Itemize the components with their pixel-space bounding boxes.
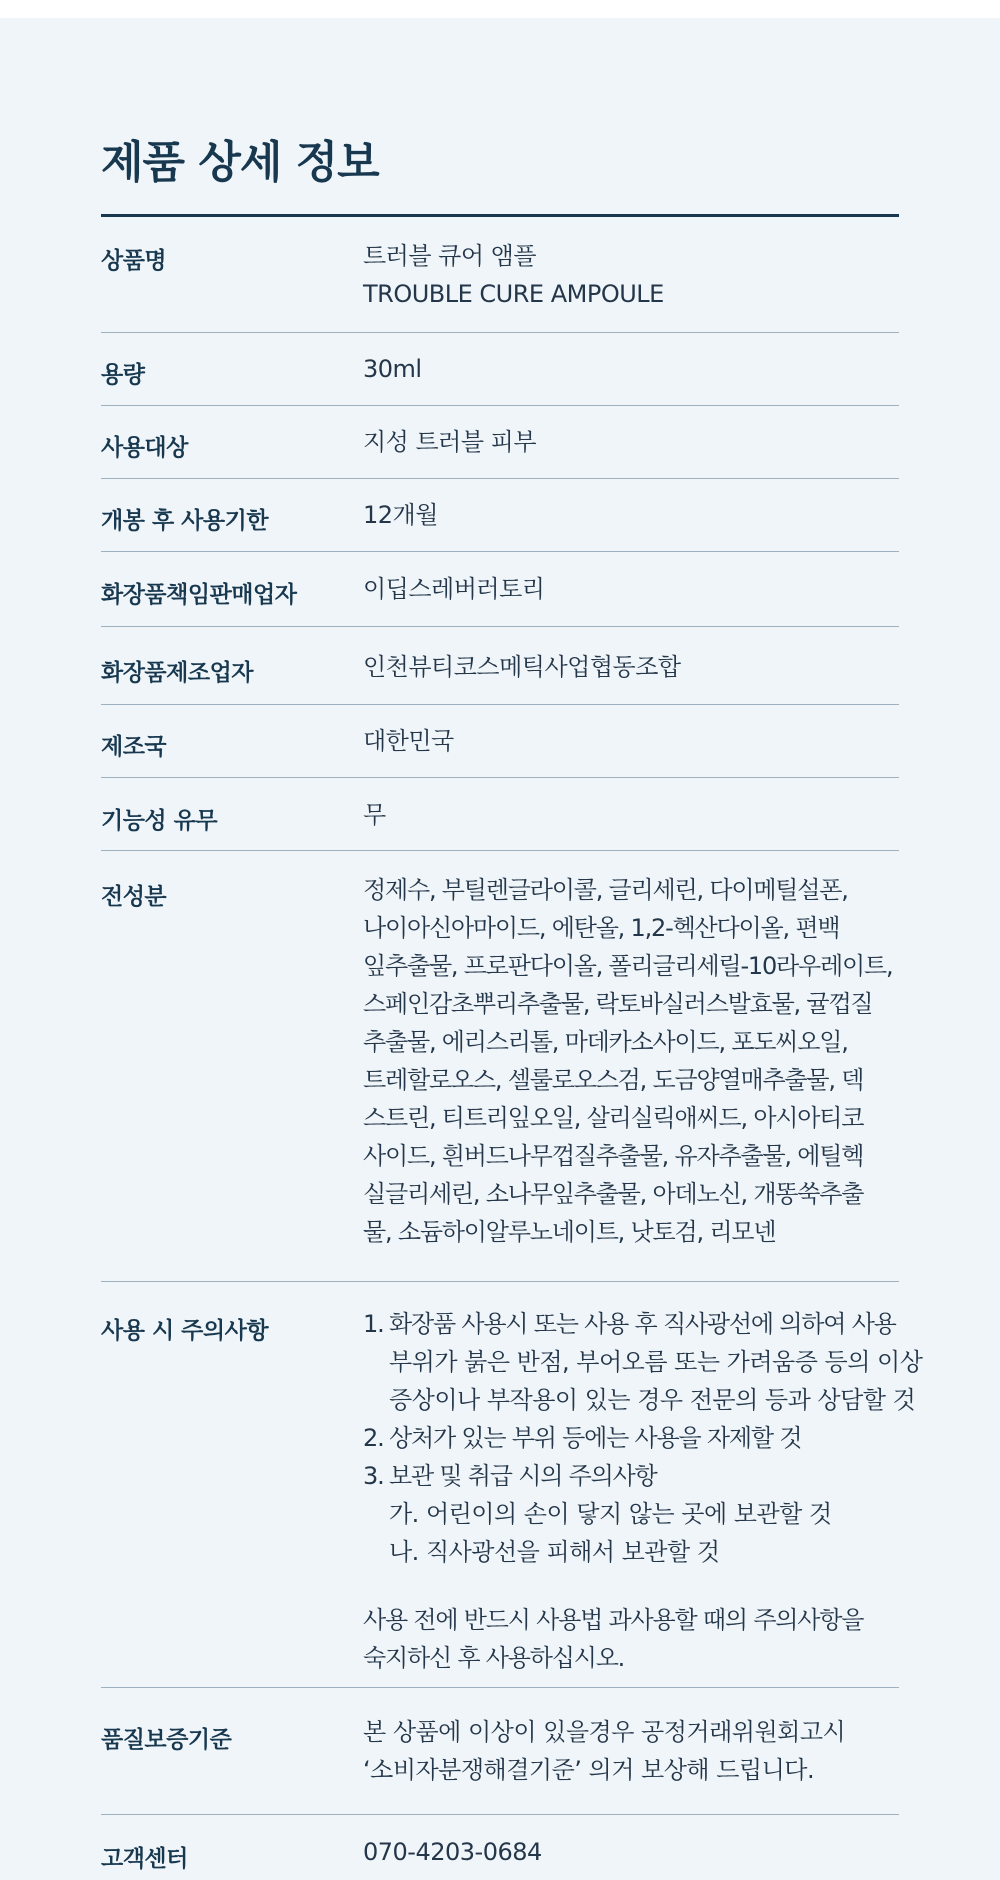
row-value (363, 1833, 903, 1871)
ingredient-line: 물, 소듐하이알루노네이트, 낫토검, 리모넨 (363, 1218, 776, 1246)
row-value (363, 423, 903, 461)
row-label: 화장품책임판매업자 (101, 582, 297, 608)
maker-value: 인천뷰티코스메틱사업협동조합 (363, 653, 681, 681)
row-quality (101, 1688, 899, 1815)
period-value: 12개월 (363, 501, 438, 529)
item-text: 상처가 있는 부위 등에는 사용을 자제할 것 (389, 1424, 802, 1452)
row-value (363, 237, 903, 313)
item-text: 증상이나 부작용이 있는 경우 전문의 등과 상담할 것 (389, 1386, 916, 1414)
item-number: 3. (363, 1462, 384, 1490)
row-label: 기능성 유무 (101, 808, 218, 834)
row-value (363, 648, 903, 686)
customer-center-phone: 070-4203-0684 (363, 1838, 542, 1866)
item-text: 보관 및 취급 시의 주의사항 (389, 1462, 657, 1490)
volume-value: 30ml (363, 355, 422, 383)
quality-line: 본 상품에 이상이 있을경우 공정거래위원회고시 (363, 1718, 846, 1746)
row-label: 용량 (101, 362, 145, 388)
caution-note: 사용 전에 반드시 사용법 과사용할 때의 주의사항을 (363, 1606, 864, 1634)
item-number: 2. (363, 1424, 384, 1452)
caution-item-3 (363, 1457, 903, 1495)
row-value (363, 350, 903, 388)
ingredient-line: 정제수, 부틸렌글라이콜, 글리세린, 다이메틸설폰, (363, 876, 848, 904)
ingredient-line: 트레할로오스, 셀룰로오스검, 도금양열매추출물, 덱 (363, 1066, 864, 1094)
row-ingredients (101, 851, 899, 1282)
row-value (363, 570, 903, 608)
caution-subitem: 가. 어린이의 손이 닿지 않는 곳에 보관할 것 (389, 1500, 832, 1528)
row-functional (101, 778, 899, 851)
row-label: 품질보증기준 (101, 1727, 232, 1753)
ingredients-value (363, 871, 903, 1251)
ingredient-line: 나이아신아마이드, 에탄올, 1,2-헥산다이올, 편백 (363, 914, 840, 942)
row-volume (101, 333, 899, 406)
spacer (363, 1571, 903, 1601)
ingredient-line: 스트린, 티트리잎오일, 살리실릭애씨드, 아시아티코 (363, 1104, 864, 1132)
row-product-name (101, 217, 899, 333)
functional-value: 무 (363, 801, 386, 829)
country-value: 대한민국 (363, 727, 454, 755)
item-text: 화장품 사용시 또는 사용 후 직사광선에 의하여 사용 (389, 1310, 896, 1338)
row-label: 개봉 후 사용기한 (101, 508, 269, 534)
item-text: 부위가 붉은 반점, 부어오름 또는 가려움증 등의 이상 (389, 1348, 923, 1376)
quality-value (363, 1713, 903, 1789)
caution-list (363, 1305, 923, 1571)
row-period (101, 479, 899, 552)
row-maker (101, 627, 899, 705)
caution-subitem: 나. 직사광선을 피해서 보관할 것 (389, 1538, 720, 1566)
row-label: 상품명 (101, 248, 167, 274)
row-label: 전성분 (101, 884, 167, 910)
caution-item (363, 1457, 903, 1571)
ingredient-line: 스페인감초뿌리추출물, 락토바실러스발효물, 귤껍질 (363, 990, 873, 1018)
item-number: 1. (363, 1310, 384, 1338)
row-seller (101, 552, 899, 627)
caution-item (363, 1419, 903, 1457)
caution-item-1-first (363, 1305, 903, 1343)
ingredient-line: 추출물, 에리스리톨, 마데카소사이드, 포도씨오일, (363, 1028, 848, 1056)
caution-value (363, 1305, 923, 1677)
product-name-en: TROUBLE CURE AMPOULE (363, 280, 664, 308)
row-label: 사용 시 주의사항 (101, 1318, 269, 1344)
product-name-ko: 트러블 큐어 앰플 (363, 242, 537, 270)
row-target (101, 406, 899, 479)
row-label: 제조국 (101, 734, 167, 760)
caution-note: 숙지하신 후 사용하십시오. (363, 1644, 625, 1672)
page-title: 제품 상세 정보 (101, 137, 379, 188)
product-detail-panel (0, 18, 1000, 1880)
quality-line: ‘소비자분쟁해결기준’ 의거 보상해 드립니다. (363, 1756, 815, 1784)
row-label: 사용대상 (101, 435, 188, 461)
ingredient-line: 사이드, 흰버드나무껍질추출물, 유자추출물, 에틸헥 (363, 1142, 864, 1170)
caution-item (363, 1305, 923, 1419)
row-value (363, 796, 903, 834)
ingredient-line: 잎추출물, 프로판다이올, 폴리글리세릴-10라우레이트, (363, 952, 893, 980)
ingredient-line: 실글리세린, 소나무잎추출물, 아데노신, 개똥쑥추출 (363, 1180, 864, 1208)
row-country (101, 705, 899, 778)
row-caution (101, 1282, 923, 1688)
caution-item-2 (363, 1419, 903, 1457)
row-label: 화장품제조업자 (101, 660, 254, 686)
row-customer-center (101, 1815, 899, 1880)
seller-value: 이딥스레버러토리 (363, 575, 545, 603)
row-value (363, 496, 903, 534)
row-value (363, 722, 903, 760)
row-label: 고객센터 (101, 1846, 188, 1872)
target-value: 지성 트러블 피부 (363, 428, 537, 456)
